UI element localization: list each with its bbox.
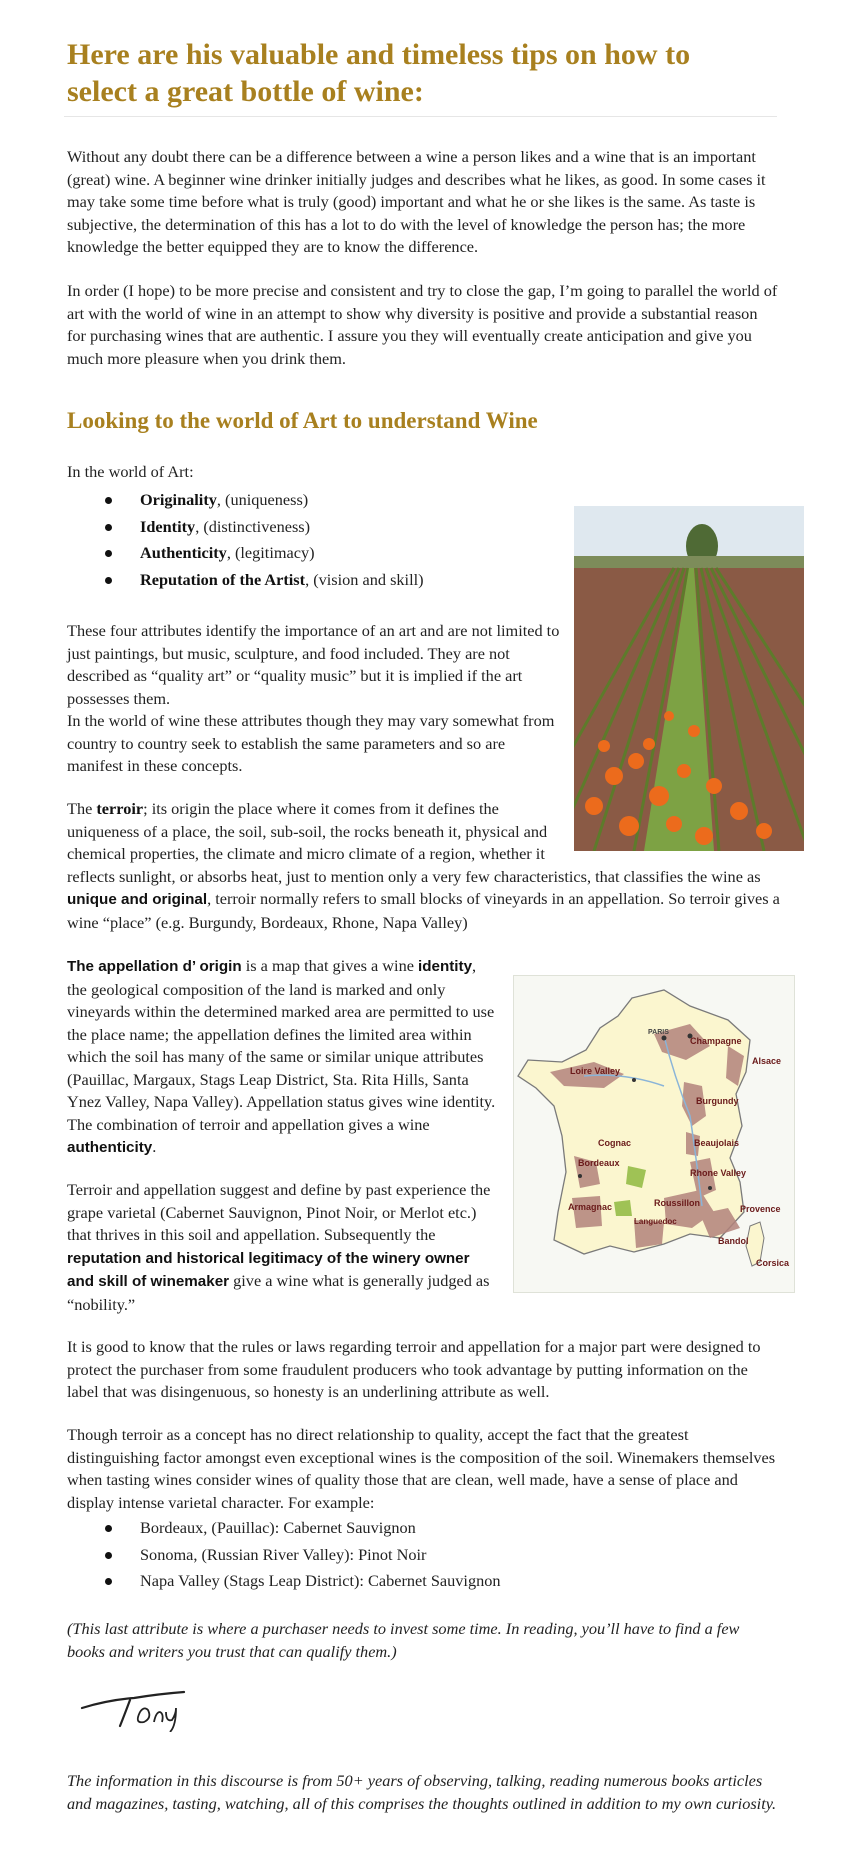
- attribute-term: Identity: [140, 516, 196, 536]
- identity-emphasis: identity: [418, 958, 473, 975]
- map-label: Provence: [740, 1204, 781, 1214]
- map-label: Burgundy: [696, 1096, 739, 1106]
- attribute-term: Originality: [140, 490, 217, 509]
- attribute-term: Authenticity: [140, 543, 227, 562]
- attribute-note: , (vision and skill): [305, 569, 424, 589]
- map-label: Rhone Valley: [690, 1168, 747, 1178]
- list-item: [97, 487, 424, 514]
- section-title: Looking to the world of Art to understand Wine: [67, 408, 538, 433]
- france-map-illustration: [514, 976, 794, 1292]
- map-label: Cognac: [598, 1138, 632, 1148]
- map-label: Corsica: [756, 1258, 790, 1268]
- map-label: Champagne: [690, 1036, 742, 1046]
- terroir-emphasis: unique and original: [67, 891, 208, 908]
- list-item: [97, 567, 424, 594]
- map-label: Beaujolais: [694, 1138, 740, 1148]
- list-item: [97, 514, 424, 541]
- terroir-paragraph: The terroir; its origin the place where it comes from it defines the uniqueness of a place, the soil, sub-soil, the rocks beneath it, physical and chemical properties, the climate and micro climate of a region, whether it reflects sunlight, or absorbs heat, just to mention only a very few characteristics, that classifies the wine as unique and original, terroir normally refers to small blocks of vineyards in an appellation. So terroir gives a wine “place” (e.g. Burgundy, Bordeaux, Rhone, Napa Valley): [67, 799, 780, 932]
- list-item: [97, 540, 424, 567]
- art-paragraph-1: These four attributes identify the importance of an art and are not limited to just paintings, but music, sculpture, and food included. They are not described as “quality art” or “quality music” but it is implied if the art possesses them.: [67, 621, 560, 708]
- map-label: Bordeaux: [578, 1158, 620, 1168]
- terroir-term: terroir: [96, 799, 144, 818]
- attribute-note: , (distinctiveness): [195, 516, 311, 536]
- footer-note: The information in this discourse is from 50+ years of observing, talking, reading numerous books articles and magazines, tasting, watching, all of this comprises the thoughts outlined in addition to my own curiosity.: [67, 1771, 777, 1813]
- map-label: PARIS: [648, 1029, 669, 1036]
- intro-paragraph-2: In order (I hope) to be more precise and consistent and try to close the gap, I’m going to parallel the world of art with the world of wine in an attempt to show why diversity is positive and provide a substantial reason for purchasing wines that are authentic. I assure you they will eventually create anticipation and give you much more pleasure when you drink them.: [67, 281, 778, 368]
- france-wine-map: [513, 975, 795, 1293]
- list-item: Sonoma, (Russian River Valley): Pinot Noir: [97, 1542, 501, 1569]
- art-attributes-list: [97, 487, 424, 593]
- soil-paragraph: Though terroir as a concept has no direct relationship to quality, accept the fact that the greatest distinguishing factor amongst even exceptional wines is the composition of the soil. Winemakers themselves when tasting wines consider wines of quality those that are clean, well made, have a sense of place and display intense varietal character. For example:: [67, 1425, 776, 1512]
- list-item: Napa Valley (Stags Leap District): Cabernet Sauvignon: [97, 1568, 501, 1595]
- rules-paragraph: It is good to know that the rules or laws regarding terroir and appellation for a major part were designed to protect the purchaser from some fraudulent producers who took advantage by putting information on the label that was disingenuous, so honesty is an underlining attribute as well.: [67, 1337, 761, 1401]
- intro-paragraph-1: Without any doubt there can be a difference between a wine a person likes and a wine that is an important (great) wine. A beginner wine drinker initially judges and describes what he likes, as good. In some cases it may take some time before what is truly (good) important and what he or she likes is the same. As taste is subjective, the determination of this has a lot to do with the level of knowledge the person has; the more knowledge the better equipped they are to know the difference.: [67, 147, 766, 256]
- map-label: Loire Valley: [570, 1066, 621, 1076]
- art-paragraph-2: In the world of wine these attributes though they may vary somewhat from country to country seek to establish the same parameters and so are manifest in these concepts.: [67, 711, 555, 775]
- appellation-term: The appellation d’ origin: [67, 958, 242, 975]
- page-title: Here are his valuable and timeless tips on how to select a great bottle of wine:: [67, 38, 691, 108]
- attribute-note: , (uniqueness): [216, 490, 309, 509]
- attribute-note: , (legitimacy): [226, 543, 315, 562]
- reputation-emphasis: reputation and historical legitimacy of the winery owner and skill of winemaker: [67, 1249, 470, 1290]
- reading-note: (This last attribute is where a purchaser needs to invest some time. In reading, you’ll have to find a few books and writers you trust that can qualify them.): [67, 1619, 740, 1661]
- art-lead: In the world of Art:: [67, 462, 194, 481]
- appellation-paragraph: The appellation d’ origin is a map that gives a wine identity, the geological composition of the land is marked and only vineyards within the determined marked area are permitted to use the place name; the appellation defines the limited area within which the soil has many of the same or similar unique attributes (Pauillac, Margaux, Stags Leap District, Sta. Rita Hills, Santa Ynez Valley, Napa Valley). Appellation status gives wine identity. The combination of terroir and appellation gives a wine authenticity.: [67, 956, 496, 1156]
- map-label: Languedoc: [634, 1217, 677, 1226]
- map-label: Roussillon: [654, 1198, 701, 1208]
- map-label: Bandol: [718, 1236, 749, 1246]
- attribute-term: Reputation of the Artist: [140, 569, 306, 589]
- title-divider: [64, 116, 777, 117]
- signature-image: [78, 1672, 208, 1732]
- examples-list: [97, 1515, 501, 1595]
- art-explanation: [67, 620, 562, 778]
- map-label: Armagnac: [568, 1202, 613, 1212]
- list-item: Bordeaux, (Pauillac): Cabernet Sauvignon: [97, 1515, 501, 1542]
- authenticity-emphasis: authenticity: [67, 1139, 153, 1156]
- varietal-paragraph: Terroir and appellation suggest and define by past experience the grape varietal (Cabernet Sauvignon, Pinot Noir, or Merlot etc.) that thrives in this soil and appellation. Subsequently the reputation and historical legitimacy of the winery owner and skill of winemaker give a wine what is generally judged as “nobility.”: [67, 1180, 491, 1314]
- map-label: Alsace: [752, 1056, 782, 1066]
